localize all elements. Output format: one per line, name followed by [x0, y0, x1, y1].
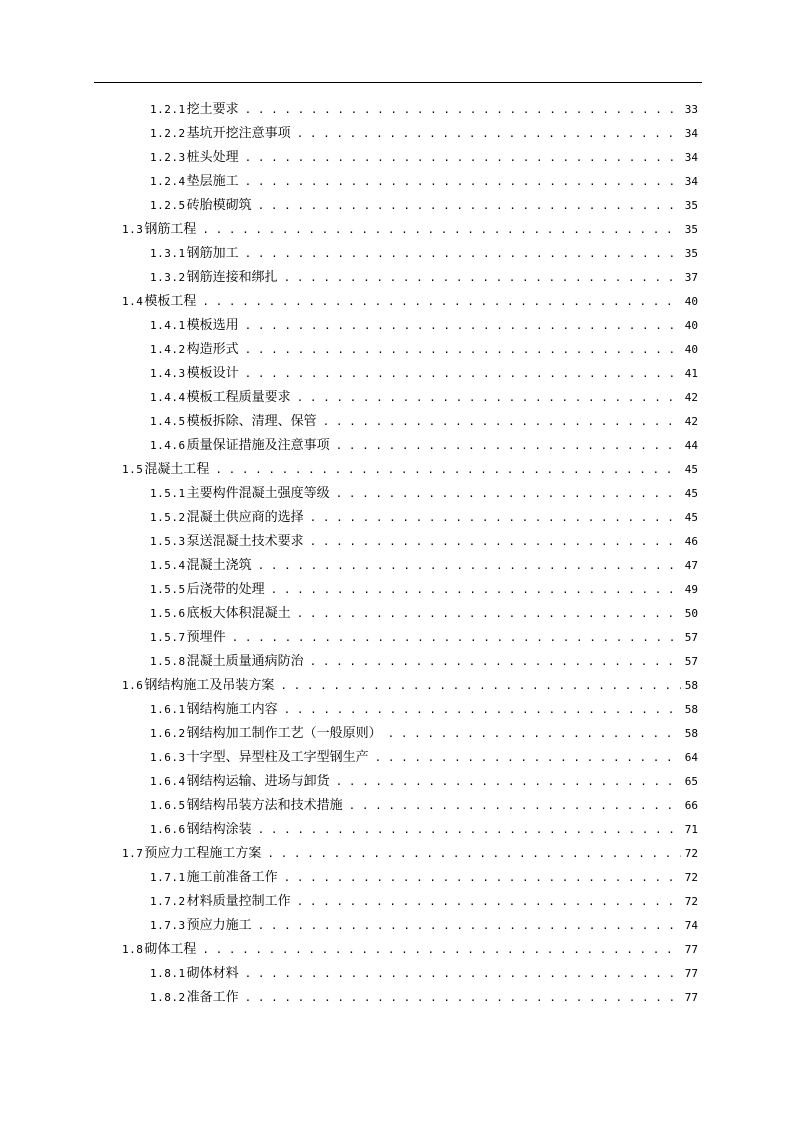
- toc-entry-number: 1.5.7: [150, 631, 186, 644]
- toc-entry-number: 1.7: [122, 847, 144, 860]
- toc-dot-leader: [202, 938, 680, 962]
- toc-dot-leader: [202, 290, 680, 314]
- toc-dot-leader: [271, 578, 681, 602]
- toc-entry-number: 1.6.5: [150, 799, 186, 812]
- toc-entry[interactable]: [0, 554, 794, 578]
- toc-entry-page: 45: [684, 463, 698, 476]
- toc-entry[interactable]: [0, 722, 794, 746]
- toc-entry-number: 1.7.2: [150, 895, 186, 908]
- toc-entry-title: 钢筋工程: [144, 222, 197, 237]
- toc-entry-number: 1.2.3: [150, 151, 186, 164]
- toc-entry[interactable]: [0, 434, 794, 458]
- toc-entry-page: 47: [684, 559, 698, 572]
- toc-entry-page: 77: [684, 943, 698, 956]
- toc-entry-number: 1.6.4: [150, 775, 186, 788]
- toc-entry-page: 44: [684, 439, 698, 452]
- toc-entry-title: 钢结构运输、进场与卸货: [186, 774, 330, 789]
- toc-entry-title: 预应力施工: [186, 918, 252, 933]
- toc-entry[interactable]: [0, 674, 794, 698]
- toc-entry-page: 66: [684, 799, 698, 812]
- toc-entry[interactable]: [0, 626, 794, 650]
- toc-entry-number: 1.8: [122, 943, 144, 956]
- toc-entry-number: 1.8.1: [150, 967, 186, 980]
- toc-entry-title: 模板拆除、清理、保管: [186, 414, 317, 429]
- toc-entry-page: 33: [684, 103, 698, 116]
- toc-entry-page: 40: [684, 295, 698, 308]
- toc-dot-leader: [297, 386, 681, 410]
- toc-entry-page: 77: [684, 967, 698, 980]
- toc-entry-title: 桩头处理: [186, 150, 239, 165]
- toc-entry-title: 模板选用: [186, 318, 239, 333]
- toc-entry-title: 钢结构施工内容: [186, 702, 278, 717]
- toc-entry[interactable]: [0, 122, 794, 146]
- toc-dot-leader: [245, 242, 681, 266]
- toc-entry-page: 58: [684, 727, 698, 740]
- toc-entry-title: 十字型、异型柱及工字型钢生产: [186, 750, 369, 765]
- toc-entry-page: 74: [684, 919, 698, 932]
- header-rule: [94, 82, 702, 83]
- toc-entry-title: 基坑开挖注意事项: [186, 126, 291, 141]
- toc-entry-title: 施工前准备工作: [186, 870, 278, 885]
- toc-dot-leader: [284, 266, 681, 290]
- toc-entry-number: 1.3: [122, 223, 144, 236]
- toc-entry-number: 1.3.2: [150, 271, 186, 284]
- toc-entry-page: 35: [684, 247, 698, 260]
- toc-entry[interactable]: [0, 146, 794, 170]
- toc-entry-number: 1.5.4: [150, 559, 186, 572]
- toc-entry-number: 1.6.3: [150, 751, 186, 764]
- toc-entry-page: 49: [684, 583, 698, 596]
- toc-entry-page: 72: [684, 871, 698, 884]
- toc-dot-leader: [284, 866, 681, 890]
- toc-dot-leader: [336, 770, 681, 794]
- toc-entry-number: 1.5.5: [150, 583, 186, 596]
- toc-dot-leader: [310, 506, 681, 530]
- toc-entry-page: 72: [684, 847, 698, 860]
- toc-entry-title: 混凝土浇筑: [186, 558, 252, 573]
- toc-dot-leader: [245, 362, 681, 386]
- toc-entry-page: 42: [684, 415, 698, 428]
- toc-entry-number: 1.8.2: [150, 991, 186, 1004]
- toc-entry-page: 40: [684, 343, 698, 356]
- toc-entry-page: 58: [684, 703, 698, 716]
- toc-entry-page: 57: [684, 655, 698, 668]
- toc-entry-title: 模板工程质量要求: [186, 390, 291, 405]
- toc-entry[interactable]: [0, 770, 794, 794]
- toc-entry[interactable]: [0, 506, 794, 530]
- toc-entry-page: 34: [684, 127, 698, 140]
- toc-dot-leader: [310, 650, 681, 674]
- toc-entry-number: 1.6: [122, 679, 144, 692]
- toc-entry-number: 1.5.3: [150, 535, 186, 548]
- toc-entry[interactable]: [0, 530, 794, 554]
- toc-dot-leader: [267, 842, 680, 866]
- toc-entry[interactable]: [0, 410, 794, 434]
- toc-entry-title: 钢结构涂装: [186, 822, 252, 837]
- toc-entry-title: 砌体工程: [144, 942, 197, 957]
- toc-dot-leader: [297, 890, 681, 914]
- toc-entry-number: 1.3.1: [150, 247, 186, 260]
- toc-dot-leader: [323, 410, 681, 434]
- toc-entry-title: 垫层施工: [186, 174, 239, 189]
- toc-entry-number: 1.4: [122, 295, 144, 308]
- toc-dot-leader: [232, 626, 681, 650]
- toc-entry-title: 挖土要求: [186, 102, 239, 117]
- toc-entry[interactable]: [0, 890, 794, 914]
- toc-entry-title: 后浇带的处理: [186, 582, 265, 597]
- toc-entry-title: 钢筋连接和绑扎: [186, 270, 278, 285]
- toc-entry-page: 34: [684, 175, 698, 188]
- toc-dot-leader: [245, 314, 681, 338]
- toc-entry-page: 37: [684, 271, 698, 284]
- toc-entry-number: 1.2.1: [150, 103, 186, 116]
- toc-entry[interactable]: [0, 914, 794, 938]
- toc-entry-page: 34: [684, 151, 698, 164]
- toc-entry-page: 45: [684, 487, 698, 500]
- toc-entry-title: 混凝土质量通病防治: [186, 654, 304, 669]
- toc-entry[interactable]: [0, 650, 794, 674]
- toc-entry-number: 1.7.1: [150, 871, 186, 884]
- toc-dot-leader: [284, 698, 681, 722]
- toc-entry-title: 材料质量控制工作: [186, 894, 291, 909]
- toc-dot-leader: [245, 98, 681, 122]
- table-of-contents: [0, 98, 794, 1010]
- toc-dot-leader: [297, 122, 681, 146]
- toc-entry[interactable]: [0, 578, 794, 602]
- toc-entry-page: 58: [684, 679, 698, 692]
- toc-entry-number: 1.4.6: [150, 439, 186, 452]
- toc-dot-leader: [258, 914, 681, 938]
- toc-dot-leader: [245, 962, 681, 986]
- toc-entry-page: 64: [684, 751, 698, 764]
- toc-entry[interactable]: [0, 338, 794, 362]
- toc-entry[interactable]: [0, 962, 794, 986]
- toc-entry-page: 45: [684, 511, 698, 524]
- toc-entry-number: 1.2.5: [150, 199, 186, 212]
- toc-entry-number: 1.4.5: [150, 415, 186, 428]
- toc-entry-title: 混凝土工程: [144, 462, 210, 477]
- toc-entry[interactable]: [0, 698, 794, 722]
- toc-entry-title: 钢筋加工: [186, 246, 239, 261]
- toc-entry-number: 1.4.1: [150, 319, 186, 332]
- toc-entry-title: 预应力工程施工方案: [144, 846, 262, 861]
- toc-entry-title: 钢结构加工制作工艺（一般原则）: [186, 726, 382, 741]
- toc-entry[interactable]: [0, 746, 794, 770]
- toc-dot-leader: [336, 434, 681, 458]
- toc-entry-number: 1.4.2: [150, 343, 186, 356]
- toc-entry-number: 1.5.1: [150, 487, 186, 500]
- toc-entry-page: 50: [684, 607, 698, 620]
- toc-dot-leader: [245, 146, 681, 170]
- toc-entry[interactable]: [0, 842, 794, 866]
- toc-entry-title: 构造形式: [186, 342, 239, 357]
- toc-dot-leader: [245, 338, 681, 362]
- toc-entry-number: 1.5.2: [150, 511, 186, 524]
- toc-entry[interactable]: [0, 170, 794, 194]
- toc-entry[interactable]: [0, 218, 794, 242]
- toc-entry[interactable]: [0, 602, 794, 626]
- toc-entry-number: 1.5.8: [150, 655, 186, 668]
- toc-entry[interactable]: [0, 98, 794, 122]
- toc-entry[interactable]: [0, 242, 794, 266]
- toc-entry-title: 主要构件混凝土强度等级: [186, 486, 330, 501]
- toc-entry-title: 模板设计: [186, 366, 239, 381]
- toc-entry-page: 72: [684, 895, 698, 908]
- toc-entry-page: 65: [684, 775, 698, 788]
- toc-entry-number: 1.4.4: [150, 391, 186, 404]
- toc-entry-title: 模板工程: [144, 294, 197, 309]
- toc-entry-page: 40: [684, 319, 698, 332]
- toc-entry-title: 砌体材料: [186, 966, 239, 981]
- toc-entry-number: 1.6.6: [150, 823, 186, 836]
- toc-entry[interactable]: [0, 938, 794, 962]
- toc-entry-page: 77: [684, 991, 698, 1004]
- toc-dot-leader: [258, 554, 681, 578]
- toc-entry[interactable]: [0, 986, 794, 1010]
- toc-entry-number: 1.5: [122, 463, 144, 476]
- toc-entry-number: 1.2.2: [150, 127, 186, 140]
- toc-entry-title: 砖胎模砌筑: [186, 198, 252, 213]
- toc-entry-number: 1.7.3: [150, 919, 186, 932]
- toc-entry-number: 1.4.3: [150, 367, 186, 380]
- toc-entry-page: 71: [684, 823, 698, 836]
- toc-entry-title: 质量保证措施及注意事项: [186, 438, 330, 453]
- toc-dot-leader: [280, 674, 680, 698]
- toc-entry-title: 混凝土供应商的选择: [186, 510, 304, 525]
- toc-entry-page: 46: [684, 535, 698, 548]
- toc-entry-title: 泵送混凝土技术要求: [186, 534, 304, 549]
- toc-entry[interactable]: [0, 866, 794, 890]
- toc-entry-page: 35: [684, 199, 698, 212]
- toc-entry-number: 1.5.6: [150, 607, 186, 620]
- toc-entry[interactable]: [0, 458, 794, 482]
- toc-dot-leader: [375, 746, 681, 770]
- toc-entry[interactable]: [0, 290, 794, 314]
- toc-dot-leader: [258, 194, 681, 218]
- toc-entry-title: 钢结构吊装方法和技术措施: [186, 798, 343, 813]
- toc-entry[interactable]: [0, 314, 794, 338]
- toc-entry[interactable]: [0, 794, 794, 818]
- toc-dot-leader: [215, 458, 680, 482]
- toc-dot-leader: [349, 794, 681, 818]
- toc-entry-page: 41: [684, 367, 698, 380]
- toc-entry-title: 底板大体积混凝土: [186, 606, 291, 621]
- toc-entry-title: 钢结构施工及吊装方案: [144, 678, 275, 693]
- toc-dot-leader: [245, 986, 681, 1010]
- toc-entry-page: 57: [684, 631, 698, 644]
- toc-entry[interactable]: [0, 266, 794, 290]
- toc-dot-leader: [202, 218, 680, 242]
- toc-entry-page: 35: [684, 223, 698, 236]
- toc-entry-page: 42: [684, 391, 698, 404]
- toc-entry[interactable]: [0, 362, 794, 386]
- toc-entry-number: 1.2.4: [150, 175, 186, 188]
- toc-dot-leader: [297, 602, 681, 626]
- toc-dot-leader: [388, 722, 681, 746]
- toc-entry[interactable]: [0, 386, 794, 410]
- toc-dot-leader: [336, 482, 681, 506]
- toc-entry-number: 1.6.2: [150, 727, 186, 740]
- toc-entry[interactable]: [0, 194, 794, 218]
- toc-entry[interactable]: [0, 482, 794, 506]
- toc-dot-leader: [258, 818, 681, 842]
- toc-dot-leader: [245, 170, 681, 194]
- toc-entry[interactable]: [0, 818, 794, 842]
- toc-entry-number: 1.6.1: [150, 703, 186, 716]
- toc-entry-title: 预埋件: [186, 630, 226, 645]
- toc-dot-leader: [310, 530, 681, 554]
- toc-entry-title: 准备工作: [186, 990, 239, 1005]
